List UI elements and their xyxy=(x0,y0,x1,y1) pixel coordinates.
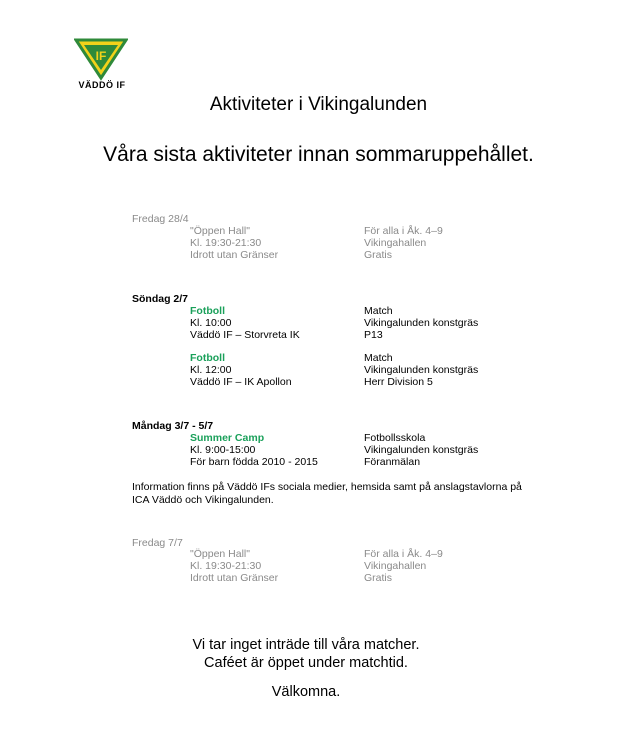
event-registration: Föranmälan xyxy=(364,456,421,468)
event-name: "Öppen Hall" xyxy=(190,548,250,560)
event-date: Måndag 3/7 - 5/7 xyxy=(132,420,214,432)
event-price: Gratis xyxy=(364,572,393,584)
event-venue: Vikingahallen xyxy=(364,560,427,572)
event-time: Kl. 12:00 xyxy=(190,364,232,376)
event-name: Summer Camp xyxy=(190,432,265,444)
event-venue: Vikingalunden konstgräs xyxy=(364,444,479,456)
event-detail: Väddö IF – Storvreta IK xyxy=(190,329,300,341)
event-detail: För barn födda 2010 - 2015 xyxy=(190,456,318,468)
footer-admission: Vi tar inget inträde till våra matcher. xyxy=(192,637,420,653)
event-type: Fotbollsskola xyxy=(364,432,426,444)
event-time: Kl. 19:30-21:30 xyxy=(190,560,262,572)
logo-mark: IF xyxy=(95,49,107,63)
event-venue: Vikingalunden konstgräs xyxy=(364,364,479,376)
event-venue: Vikingahallen xyxy=(364,237,427,249)
info-paragraph: Information finns på Väddö IFs sociala medier, hemsida samt på anslagstavlorna på ICA Väddö och Vikingalunden. xyxy=(132,481,522,506)
event-audience: För alla i Åk. 4–9 xyxy=(364,225,443,237)
event-name: Fotboll xyxy=(190,352,225,364)
event-detail: Idrott utan Gränser xyxy=(190,572,279,584)
event-class: Herr Division 5 xyxy=(364,376,433,388)
event-price: Gratis xyxy=(364,249,393,261)
event-type: Match xyxy=(364,352,393,364)
event-class: P13 xyxy=(364,329,383,341)
event-detail: Väddö IF – IK Apollon xyxy=(190,376,292,388)
club-name: VÄDDÖ IF xyxy=(78,80,126,90)
event-audience: För alla i Åk. 4–9 xyxy=(364,548,443,560)
footer-welcome: Välkomna. xyxy=(271,684,341,700)
event-detail: Idrott utan Gränser xyxy=(190,249,279,261)
event-time: Kl. 19:30-21:30 xyxy=(190,237,262,249)
event-date: Fredag 7/7 xyxy=(132,537,183,549)
page-subtitle: Våra sista aktiviteter innan sommaruppehållet. xyxy=(103,143,534,166)
event-time: Kl. 9:00-15:00 xyxy=(190,444,256,456)
event-date: Söndag 2/7 xyxy=(132,293,189,305)
event-date: Fredag 28/4 xyxy=(132,213,189,225)
footer-cafe: Caféet är öppet under matchtid. xyxy=(204,655,408,671)
event-venue: Vikingalunden konstgräs xyxy=(364,317,479,329)
page-title: Aktiviteter i Vikingalunden xyxy=(209,94,428,115)
event-time: Kl. 10:00 xyxy=(190,317,232,329)
event-type: Match xyxy=(364,305,393,317)
event-name: "Öppen Hall" xyxy=(190,225,250,237)
event-name: Fotboll xyxy=(190,305,225,317)
